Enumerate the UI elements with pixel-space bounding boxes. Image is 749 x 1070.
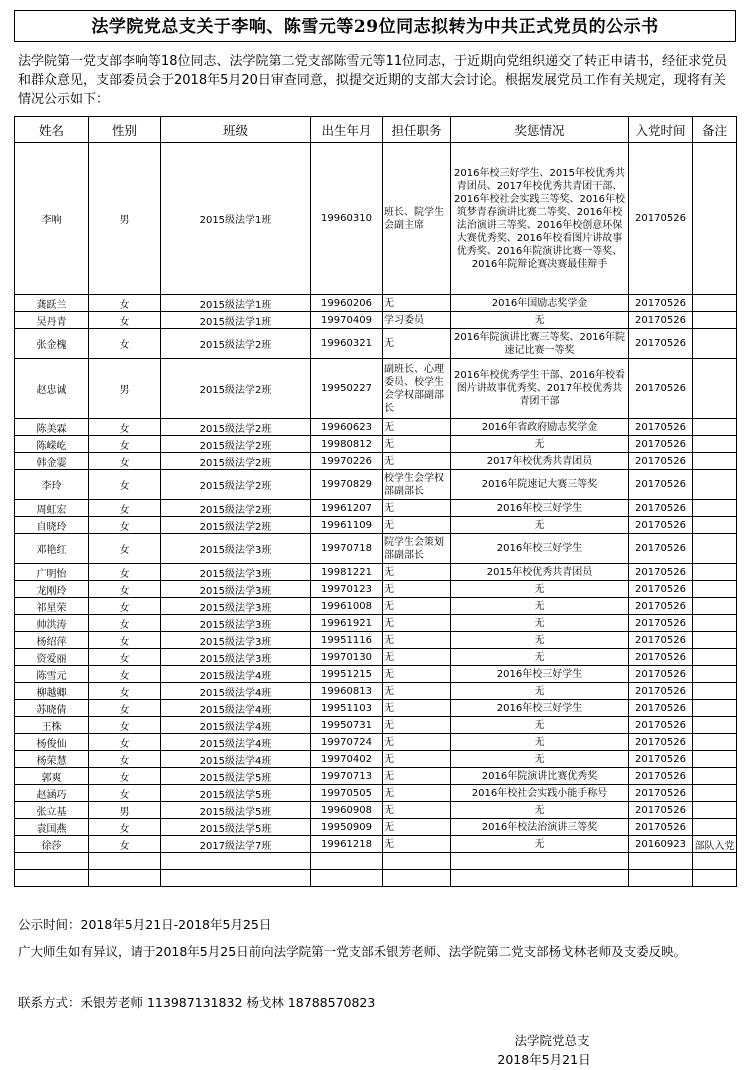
cell-awards: 无 [451,734,629,751]
cell-name: 帅洪涛 [15,615,89,632]
cell-note [693,700,737,717]
cell-note [693,717,737,734]
cell-awards: 2016年省政府励志奖学金 [451,419,629,436]
cell-gender: 女 [89,470,161,500]
cell-join: 20170526 [629,700,693,717]
cell-gender: 女 [89,683,161,700]
cell-class: 2015级法学2班 [161,436,311,453]
cell-join: 20170526 [629,329,693,359]
empty-cell [629,870,693,887]
cell-post: 院学生会策划部副部长 [383,534,451,564]
cell-note [693,359,737,419]
cell-name: 韩金霎 [15,453,89,470]
cell-birth: 19970713 [311,768,383,785]
cell-note [693,615,737,632]
cell-join: 20170526 [629,683,693,700]
table-row [15,312,737,329]
cell-awards: 无 [451,683,629,700]
table-row [15,802,737,819]
cell-class: 2015级法学5班 [161,785,311,802]
cell-note [693,581,737,598]
cell-birth: 19960310 [311,143,383,295]
cell-name: 王株 [15,717,89,734]
table-row [15,581,737,598]
cell-name: 资爱丽 [15,649,89,666]
table-row [15,453,737,470]
cell-join: 20170526 [629,143,693,295]
cell-note [693,517,737,534]
col-header-gender: 性别 [89,117,161,143]
cell-join: 20170526 [629,517,693,534]
cell-awards: 无 [451,649,629,666]
empty-cell [15,853,89,870]
table-row [15,436,737,453]
table-row [15,819,737,836]
cell-join: 20170526 [629,649,693,666]
cell-name: 自晓玲 [15,517,89,534]
cell-awards: 无 [451,836,629,853]
cell-join: 20170526 [629,734,693,751]
cell-class: 2015级法学4班 [161,683,311,700]
empty-cell [629,853,693,870]
cell-awards: 2016年校优秀学生干部、2016年校看图片讲故事优秀奖、2017年校优秀共青团干部 [451,359,629,419]
table-row [15,632,737,649]
cell-birth: 19950227 [311,359,383,419]
col-header-post: 担任职务 [383,117,451,143]
members-table [14,116,737,887]
cell-note [693,329,737,359]
cell-gender: 女 [89,717,161,734]
cell-gender: 女 [89,295,161,312]
cell-class: 2017级法学7班 [161,836,311,853]
cell-gender: 女 [89,500,161,517]
empty-cell [383,853,451,870]
cell-birth: 19970130 [311,649,383,666]
cell-class: 2015级法学2班 [161,517,311,534]
cell-name: 赵忠诚 [15,359,89,419]
table-row [15,534,737,564]
cell-class: 2015级法学5班 [161,819,311,836]
cell-join: 20170526 [629,312,693,329]
cell-birth: 19970226 [311,453,383,470]
empty-cell [311,870,383,887]
col-header-join: 入党时间 [629,117,693,143]
cell-join: 20160923 [629,836,693,853]
cell-post: 无 [383,500,451,517]
cell-gender: 女 [89,564,161,581]
cell-note [693,312,737,329]
cell-awards: 无 [451,581,629,598]
cell-awards: 无 [451,615,629,632]
cell-name: 徐莎 [15,836,89,853]
cell-birth: 19960206 [311,295,383,312]
cell-name: 杨俊仙 [15,734,89,751]
cell-join: 20170526 [629,564,693,581]
objection-notice: 广大师生如有异议，请于2018年5月25日前向法学院第一党支部禾银芳老师、法学院第二党支部杨戈林老师及支委反映。 [18,944,687,959]
cell-awards: 无 [451,312,629,329]
cell-post: 无 [383,768,451,785]
cell-class: 2015级法学2班 [161,500,311,517]
cell-awards: 无 [451,632,629,649]
table-header-row [15,117,737,143]
cell-name: 李响 [15,143,89,295]
cell-note [693,819,737,836]
cell-awards: 2016年国励志奖学金 [451,295,629,312]
cell-note [693,534,737,564]
cell-join: 20170526 [629,295,693,312]
table-row [15,598,737,615]
cell-class: 2015级法学2班 [161,470,311,500]
cell-class: 2015级法学3班 [161,564,311,581]
cell-class: 2015级法学5班 [161,802,311,819]
cell-awards: 2016年校三好学生、2015年校优秀共青团员、2017年校优秀共青团干部、2016年校社会实践三等奖、2016年校筑梦青春演讲比赛二等奖、2016年校法治演讲三等奖、2016年校创意环保大赛优秀奖、2016年校看图片讲故事优秀奖、2016年院演讲比赛一等奖、2016年院辩论赛决赛最佳辩手 [451,143,629,295]
page-title: 法学院党总支关于李响、陈雪元等29位同志拟转为中共正式党员的公示书 [14,10,736,42]
cell-birth: 19961921 [311,615,383,632]
cell-note [693,143,737,295]
table-row [15,734,737,751]
cell-gender: 女 [89,534,161,564]
cell-post: 无 [383,436,451,453]
cell-gender: 女 [89,419,161,436]
cell-post: 学习委员 [383,312,451,329]
cell-name: 郭爽 [15,768,89,785]
cell-name: 张立基 [15,802,89,819]
cell-gender: 女 [89,598,161,615]
cell-class: 2015级法学2班 [161,453,311,470]
cell-awards: 2016年院演讲比赛优秀奖 [451,768,629,785]
cell-awards: 2016年校三好学生 [451,700,629,717]
cell-name: 龚跃兰 [15,295,89,312]
cell-note [693,500,737,517]
publicity-period: 公示时间：2018年5月21日-2018年5月25日 [18,917,272,932]
cell-awards: 2016年院速记大赛三等奖 [451,470,629,500]
cell-post: 无 [383,751,451,768]
table-row [15,666,737,683]
table-row [15,470,737,500]
cell-join: 20170526 [629,534,693,564]
cell-join: 20170526 [629,453,693,470]
empty-cell [161,853,311,870]
cell-name: 吴丹青 [15,312,89,329]
cell-join: 20170526 [629,581,693,598]
empty-cell [451,870,629,887]
cell-birth: 19970718 [311,534,383,564]
cell-join: 20170526 [629,666,693,683]
empty-cell [89,870,161,887]
cell-post: 无 [383,649,451,666]
cell-gender: 女 [89,436,161,453]
cell-name: 陈嵘屹 [15,436,89,453]
cell-class: 2015级法学3班 [161,598,311,615]
cell-post: 无 [383,717,451,734]
cell-birth: 19970123 [311,581,383,598]
cell-note [693,470,737,500]
cell-gender: 女 [89,632,161,649]
cell-join: 20170526 [629,470,693,500]
cell-name: 邓艳红 [15,534,89,564]
cell-class: 2015级法学3班 [161,581,311,598]
cell-birth: 19970505 [311,785,383,802]
cell-note [693,632,737,649]
empty-cell [311,853,383,870]
cell-gender: 女 [89,312,161,329]
cell-post: 无 [383,632,451,649]
empty-row [15,853,737,870]
cell-name: 李玲 [15,470,89,500]
table-row [15,564,737,581]
signature-date: 2018年5月21日 [497,1052,591,1067]
cell-awards: 2016年校三好学生 [451,666,629,683]
cell-birth: 19961008 [311,598,383,615]
empty-cell [15,870,89,887]
cell-note [693,453,737,470]
cell-class: 2015级法学3班 [161,632,311,649]
cell-post: 无 [383,734,451,751]
cell-post: 校学生会学权部副部长 [383,470,451,500]
cell-join: 20170526 [629,819,693,836]
cell-class: 2015级法学2班 [161,359,311,419]
cell-name: 陈美霖 [15,419,89,436]
cell-awards: 2016年校社会实践小能手称号 [451,785,629,802]
cell-class: 2015级法学2班 [161,419,311,436]
cell-join: 20170526 [629,785,693,802]
table-row [15,836,737,853]
cell-birth: 19961207 [311,500,383,517]
cell-class: 2015级法学2班 [161,329,311,359]
table-body [15,143,737,887]
table-row [15,751,737,768]
cell-join: 20170526 [629,419,693,436]
cell-awards: 2016年校法治演讲三等奖 [451,819,629,836]
table-row [15,768,737,785]
cell-post: 无 [383,453,451,470]
empty-row [15,870,737,887]
cell-gender: 男 [89,802,161,819]
cell-birth: 19961218 [311,836,383,853]
table-row [15,295,737,312]
cell-post: 无 [383,581,451,598]
cell-name: 柳越卿 [15,683,89,700]
cell-birth: 19970724 [311,734,383,751]
cell-name: 赵涵巧 [15,785,89,802]
cell-birth: 19970829 [311,470,383,500]
cell-birth: 19951103 [311,700,383,717]
table-row [15,717,737,734]
cell-gender: 女 [89,819,161,836]
table-row [15,419,737,436]
cell-gender: 女 [89,649,161,666]
cell-name: 杨绍萍 [15,632,89,649]
table-row [15,785,737,802]
signature-org: 法学院党总支 [514,1033,590,1048]
cell-name: 陈雪元 [15,666,89,683]
cell-class: 2015级法学1班 [161,312,311,329]
cell-join: 20170526 [629,598,693,615]
cell-awards: 无 [451,517,629,534]
cell-note [693,751,737,768]
cell-post: 无 [383,700,451,717]
cell-name: 祁星荣 [15,598,89,615]
cell-birth: 19960813 [311,683,383,700]
cell-gender: 女 [89,768,161,785]
cell-awards: 2016年院演讲比赛三等奖、2016年院速记比赛一等奖 [451,329,629,359]
cell-class: 2015级法学4班 [161,666,311,683]
cell-note [693,295,737,312]
cell-post: 班长、院学生会副主席 [383,143,451,295]
cell-post: 无 [383,683,451,700]
cell-name: 杨荣慧 [15,751,89,768]
table-row [15,615,737,632]
table-row [15,700,737,717]
cell-gender: 女 [89,581,161,598]
cell-birth: 19981221 [311,564,383,581]
cell-gender: 女 [89,700,161,717]
cell-awards: 2015年校优秀共青团员 [451,564,629,581]
cell-note [693,802,737,819]
table-row [15,517,737,534]
cell-note [693,785,737,802]
cell-gender: 女 [89,785,161,802]
cell-awards: 无 [451,751,629,768]
cell-name: 周虹宏 [15,500,89,517]
col-header-birth: 出生年月 [311,117,383,143]
cell-birth: 19970409 [311,312,383,329]
cell-gender: 女 [89,666,161,683]
table-row [15,329,737,359]
cell-note [693,598,737,615]
cell-note [693,683,737,700]
empty-cell [161,870,311,887]
cell-post: 无 [383,517,451,534]
cell-post: 无 [383,564,451,581]
empty-cell [693,870,737,887]
cell-awards: 无 [451,802,629,819]
cell-gender: 女 [89,453,161,470]
cell-join: 20170526 [629,768,693,785]
cell-name: 袁国燕 [15,819,89,836]
col-header-awards: 奖惩情况 [451,117,629,143]
cell-class: 2015级法学4班 [161,717,311,734]
cell-awards: 无 [451,598,629,615]
cell-class: 2015级法学4班 [161,700,311,717]
cell-note [693,436,737,453]
cell-gender: 男 [89,143,161,295]
cell-post: 无 [383,598,451,615]
cell-gender: 女 [89,734,161,751]
col-header-note: 备注 [693,117,737,143]
cell-class: 2015级法学3班 [161,615,311,632]
cell-birth: 19961109 [311,517,383,534]
cell-note [693,649,737,666]
cell-birth: 19970402 [311,751,383,768]
cell-awards: 2016年校三好学生 [451,534,629,564]
contact-info: 联系方式：禾银芳老师 113987131832 杨戈林 18788570823 [18,995,376,1010]
cell-class: 2015级法学5班 [161,768,311,785]
cell-join: 20170526 [629,500,693,517]
table-row [15,500,737,517]
cell-class: 2015级法学4班 [161,751,311,768]
col-header-name: 姓名 [15,117,89,143]
cell-post: 无 [383,329,451,359]
cell-join: 20170526 [629,359,693,419]
empty-cell [451,853,629,870]
table-row [15,143,737,295]
cell-post: 无 [383,295,451,312]
cell-name: 龙刚玲 [15,581,89,598]
cell-class: 2015级法学1班 [161,295,311,312]
table-row [15,649,737,666]
cell-note: 部队入党 [693,836,737,853]
table-row [15,683,737,700]
cell-note [693,768,737,785]
cell-gender: 女 [89,329,161,359]
cell-class: 2015级法学3班 [161,649,311,666]
cell-class: 2015级法学3班 [161,534,311,564]
cell-post: 无 [383,819,451,836]
cell-post: 无 [383,666,451,683]
cell-gender: 女 [89,836,161,853]
cell-gender: 女 [89,751,161,768]
cell-note [693,419,737,436]
notice-sheet [14,10,736,1067]
cell-post: 无 [383,419,451,436]
cell-birth: 19960321 [311,329,383,359]
cell-name: 张金槐 [15,329,89,359]
cell-name: 广明怡 [15,564,89,581]
cell-post: 无 [383,836,451,853]
cell-birth: 19960908 [311,802,383,819]
cell-join: 20170526 [629,802,693,819]
cell-gender: 男 [89,359,161,419]
intro-paragraph: 法学院第一党支部李响等18位同志、法学院第二党支部陈雪元等11位同志，于近期向党组织递交了转正申请书，经征求党员和群众意见，支部委员会于2018年5月20日审查同意，拟提交近期的支部大会讨论。根据发展党员工作有关规定，现将有关情况公示如下： [18,54,728,107]
empty-cell [89,853,161,870]
cell-join: 20170526 [629,632,693,649]
cell-awards: 2017年校优秀共青团员 [451,453,629,470]
cell-birth: 19960623 [311,419,383,436]
empty-cell [693,853,737,870]
cell-join: 20170526 [629,615,693,632]
cell-birth: 19980812 [311,436,383,453]
cell-note [693,564,737,581]
cell-post: 无 [383,615,451,632]
cell-gender: 女 [89,517,161,534]
cell-awards: 无 [451,717,629,734]
cell-birth: 19951215 [311,666,383,683]
cell-awards: 无 [451,436,629,453]
cell-join: 20170526 [629,717,693,734]
cell-birth: 19950731 [311,717,383,734]
cell-name: 苏晓倩 [15,700,89,717]
cell-class: 2015级法学4班 [161,734,311,751]
cell-class: 2015级法学1班 [161,143,311,295]
cell-post: 副班长、心理委员、校学生会学权部副部长 [383,359,451,419]
cell-note [693,666,737,683]
cell-join: 20170526 [629,751,693,768]
cell-awards: 2016年校三好学生 [451,500,629,517]
table-row [15,359,737,419]
cell-birth: 19950909 [311,819,383,836]
empty-cell [383,870,451,887]
cell-join: 20170526 [629,436,693,453]
cell-birth: 19951116 [311,632,383,649]
cell-post: 无 [383,802,451,819]
col-header-class: 班级 [161,117,311,143]
cell-gender: 女 [89,615,161,632]
cell-note [693,734,737,751]
cell-post: 无 [383,785,451,802]
